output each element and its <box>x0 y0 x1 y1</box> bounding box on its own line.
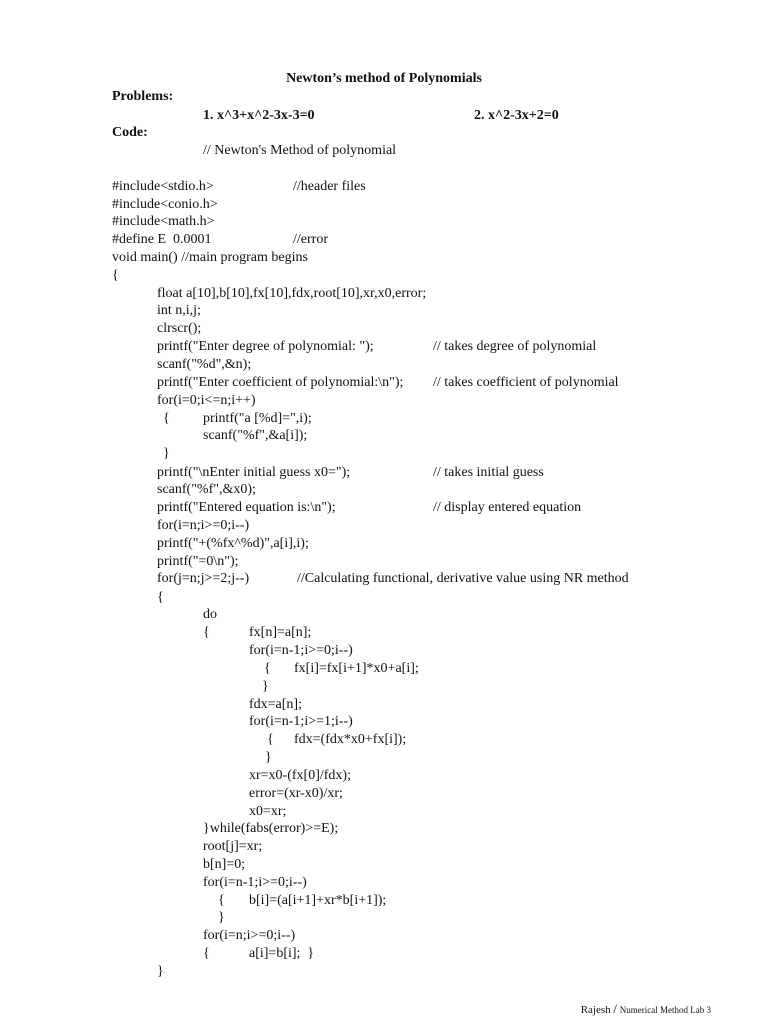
code-comment-inline: // display entered equation <box>433 500 582 515</box>
code-line: printf("Enter coefficient of polynomial:\n"); <box>157 375 404 390</box>
code-line: #define E 0.0001 <box>112 232 212 247</box>
code-line: for(i=n-1;i>=1;i--) <box>249 714 353 729</box>
code-line: fdx=a[n]; <box>249 697 302 712</box>
code-line: root[j]=xr; <box>203 839 263 854</box>
code-line: { <box>218 893 225 908</box>
code-line: { <box>203 625 210 640</box>
code-line: }while(fabs(error)>=E); <box>203 821 339 836</box>
code-line: int n,i,j; <box>157 303 201 318</box>
problem-2: 2. x^2-3x+2=0 <box>474 108 559 123</box>
code-comment: // Newton's Method of polynomial <box>203 143 397 158</box>
code-line: } <box>157 964 164 979</box>
footer-document: Numerical Method Lab 3 <box>619 1005 711 1015</box>
footer-author: Rajesh <box>580 1004 611 1016</box>
code-line: { <box>163 411 170 426</box>
code-line: b[n]=0; <box>203 857 246 872</box>
code-line: fx[n]=a[n]; <box>249 625 312 640</box>
code-heading: Code: <box>112 125 148 140</box>
code-line: { <box>203 946 210 961</box>
code-line: printf("=0\n"); <box>157 554 239 569</box>
code-line: scanf("%f",&a[i]); <box>203 428 308 443</box>
code-line: #include<math.h> <box>112 214 215 229</box>
code-line: fdx=(fdx*x0+fx[i]); <box>294 732 407 747</box>
code-line: void main() //main program begins <box>112 250 308 265</box>
code-line: scanf("%d",&n); <box>157 357 252 372</box>
code-line: for(j=n;j>=2;j--) <box>157 571 250 586</box>
footer-separator: / <box>613 1001 618 1016</box>
code-line: error=(xr-x0)/xr; <box>249 786 343 801</box>
code-line: } <box>218 910 225 925</box>
code-line: { <box>267 732 274 747</box>
code-line: #include<stdio.h> <box>112 179 214 194</box>
code-line: for(i=n;i>=0;i--) <box>157 518 250 533</box>
code-line: xr=x0-(fx[0]/fdx); <box>249 768 351 783</box>
code-line: printf("\nEnter initial guess x0="); <box>157 465 351 480</box>
code-line: clrscr(); <box>157 321 202 336</box>
page-footer <box>581 1001 711 1017</box>
code-line: } <box>262 679 269 694</box>
code-comment-inline: //header files <box>293 179 366 194</box>
code-line: printf("a [%d]=",i); <box>203 411 312 426</box>
code-line: printf("+(%fx^%d)",a[i],i); <box>157 536 309 551</box>
code-comment-inline: //Calculating functional, derivative value using NR method <box>297 571 629 586</box>
code-line: float a[10],b[10],fx[10],fdx,root[10],xr,x0,error; <box>157 286 427 301</box>
code-comment-inline: // takes degree of polynomial <box>433 339 597 354</box>
code-line: printf("Entered equation is:\n"); <box>157 500 336 515</box>
code-line: printf("Enter degree of polynomial: "); <box>157 339 374 354</box>
code-line: } <box>265 750 272 765</box>
code-line: for(i=n-1;i>=0;i--) <box>249 643 353 658</box>
code-line: { <box>157 590 164 605</box>
code-line: b[i]=(a[i+1]+xr*b[i+1]); <box>249 893 387 908</box>
code-line: a[i]=b[i]; } <box>249 946 315 961</box>
code-line: for(i=0;i<=n;i++) <box>157 393 256 408</box>
code-line: #include<conio.h> <box>112 197 218 212</box>
code-line: x0=xr; <box>249 804 287 819</box>
problems-heading: Problems: <box>112 89 174 104</box>
code-line: for(i=n-1;i>=0;i--) <box>203 875 307 890</box>
code-line: for(i=n;i>=0;i--) <box>203 928 296 943</box>
code-comment-inline: // takes coefficient of polynomial <box>433 375 619 390</box>
code-comment-inline: //error <box>293 232 328 247</box>
code-line: do <box>203 607 217 622</box>
code-line: scanf("%f",&x0); <box>157 482 256 497</box>
code-line: { <box>112 268 119 283</box>
code-comment-inline: // takes initial guess <box>433 465 544 480</box>
code-line: { <box>264 661 271 676</box>
code-line: fx[i]=fx[i+1]*x0+a[i]; <box>294 661 419 676</box>
problem-1: 1. x^3+x^2-3x-3=0 <box>203 108 315 123</box>
document-title: Newton’s method of Polynomials <box>286 71 482 86</box>
code-line: } <box>163 446 170 461</box>
